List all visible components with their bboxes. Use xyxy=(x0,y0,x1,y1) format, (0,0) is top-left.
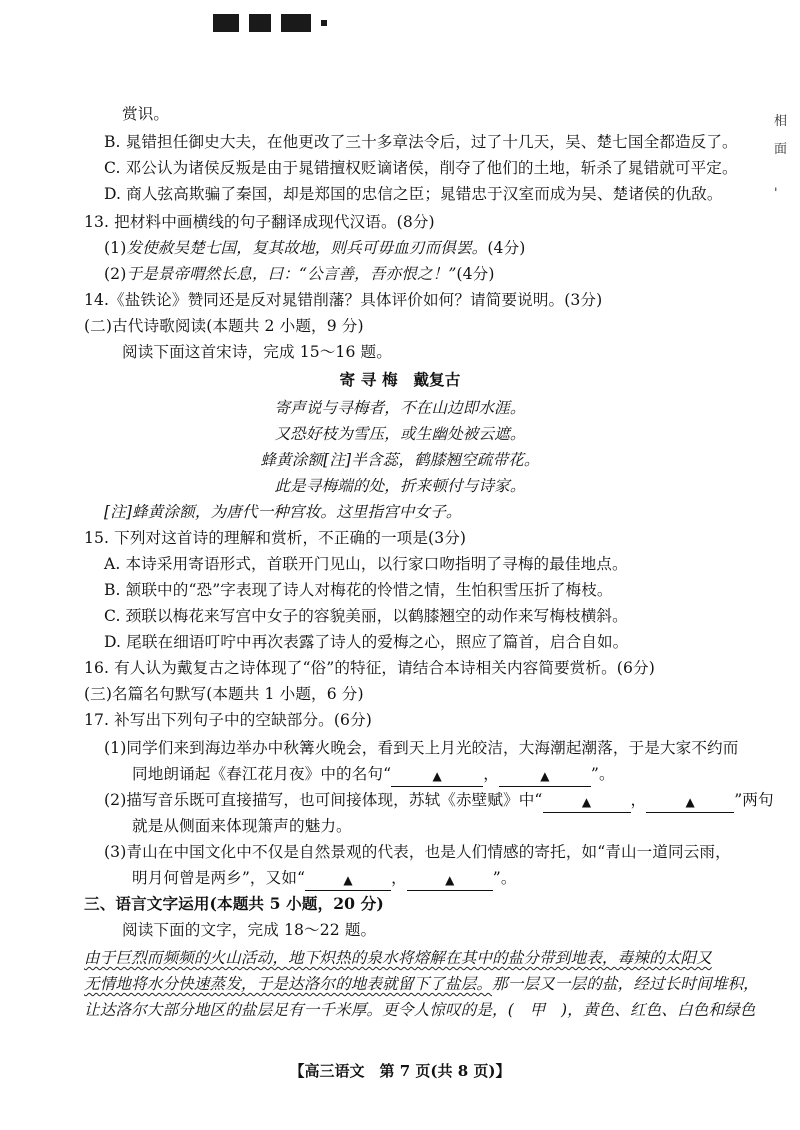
edge-mark: 相 xyxy=(774,114,788,129)
poem-line: 此是寻梅端的处，折来顿付与诗家。 xyxy=(274,477,526,495)
q17-p1-line1: (1)同学们来到海边举办中秋篝火晚会，看到天上月光皎洁，大海潮起潮落，于是大家不约而 xyxy=(104,739,739,757)
q12-option-b: B. 晁错担任御史大夫，在他更改了三十多章法令后，过了十几天，吴、楚七国全都造反了。 xyxy=(104,133,738,151)
passage-line xyxy=(84,948,712,968)
answer-blank[interactable] xyxy=(407,870,493,891)
poem-line: 寄声说与寻梅者，不在山边即水涯。 xyxy=(274,399,526,417)
q16-stem: 16. 有人认为戴复古之诗体现了“俗”的特征，请结合本诗相关内容简要赏析。(6分) xyxy=(84,659,655,677)
blank-mark-icon: ▲ xyxy=(540,769,550,783)
wavy-underlined-text: 无情地将水分快速蒸发，于是达洛尔的地表就留下了盐层。 xyxy=(84,975,493,993)
q13-s2-label: (2) xyxy=(104,265,127,283)
q17-p1-end: ”。 xyxy=(590,765,615,783)
q14-stem: 14.《盐铁论》赞同还是反对晁错削藩？具体评价如何？请简要说明。(3分) xyxy=(84,291,603,309)
q17-p2-line2: 就是从侧面来体现箫声的魅力。 xyxy=(132,817,352,835)
poem-note: [注]蜂黄涂额，为唐代一种宫妆。这里指宫中女子。 xyxy=(104,503,462,521)
q17-p3-end: ”。 xyxy=(492,869,517,887)
blank-mark-icon: ▲ xyxy=(445,873,455,887)
blank-mark-icon: ▲ xyxy=(343,873,353,887)
q15-option-b: B. 颔联中的“恐”字表现了诗人对梅花的怜惜之情，生怕积雪压折了梅枝。 xyxy=(104,581,613,599)
q13-s1-text: 发使赦吴楚七国，复其故地，则兵可毋血刃而俱罢。 xyxy=(126,239,488,257)
q17-p2-sep: ， xyxy=(630,791,647,809)
q17-p1-sep: ， xyxy=(483,765,499,783)
section-3-heading: (三)名篇名句默写(本题共 1 小题，6 分) xyxy=(84,685,364,703)
part-3-heading: 三、语言文字运用(本题共 5 小题，20 分) xyxy=(84,894,384,913)
page-footer: 【高三语文 第 7 页(共 8 页)】 xyxy=(289,1062,511,1080)
q12-option-d: D. 商人弦高欺骗了秦国，却是郑国的忠信之臣；晁错忠于汉室而成为吴、楚诸侯的仇敌。 xyxy=(104,185,723,203)
q17-p2-text: (2)描写音乐既可直接描写，也可间接体现，苏轼《赤壁赋》中“ xyxy=(104,791,543,809)
q17-stem: 17. 补写出下列句子中的空缺部分。(6分) xyxy=(84,711,372,729)
q17-p3-text: 明月何曾是两乡”，又如“ xyxy=(132,869,306,887)
q15-option-d: D. 尾联在细语叮咛中再次表露了诗人的爱梅之心，照应了篇首，启合自如。 xyxy=(104,633,629,651)
section-2-intro: 阅读下面这首宋诗，完成 15～16 题。 xyxy=(122,343,392,361)
q17-p2-line1 xyxy=(104,790,774,813)
section-2-heading: (二)古代诗歌阅读(本题共 2 小题，9 分) xyxy=(84,317,364,335)
q17-p3-sep: ， xyxy=(391,869,407,887)
poem-title: 寄 寻 梅 戴复古 xyxy=(339,370,461,389)
q15-stem: 15. 下列对这首诗的理解和赏析，不正确的一项是(3分) xyxy=(84,529,467,547)
answer-blank[interactable] xyxy=(391,766,483,787)
q13-sentence-2 xyxy=(104,264,495,284)
poem-line: 又恐好枝为雪压，或生幽处被云遮。 xyxy=(274,425,526,443)
q15-option-a: A. 本诗采用寄语形式，首联开门见山，以行家口吻指明了寻梅的最佳地点。 xyxy=(104,555,628,573)
passage-line xyxy=(84,974,759,994)
q13-stem: 13. 把材料中画横线的句子翻译成现代汉语。(8分) xyxy=(84,213,435,231)
q13-s2-text: 于是景帝喟然长息，曰：“公言善，吾亦恨之！” xyxy=(126,265,457,283)
wavy-underlined-text: 由于巨烈而频频的火山活动，地下炽热的泉水将熔解在其中的盐分带到地表，毒辣的太阳又 xyxy=(84,949,712,967)
q17-p3-line2 xyxy=(132,868,517,891)
q13-s1-score: (4分) xyxy=(487,239,526,257)
q13-s2-score: (4分) xyxy=(456,265,495,283)
blank-mark-icon: ▲ xyxy=(432,769,442,783)
q17-p3-line1: (3)青山在中国文化中不仅是自然景观的代表，也是人们情感的寄托，如“青山一道同云雨， xyxy=(104,843,731,861)
passage-line: 让达洛尔大部分地区的盐层足有一千米厚。更令人惊叹的是，( 甲 )，黄色、红色、白色和绿色 xyxy=(84,1001,756,1019)
q17-p1-line2 xyxy=(132,764,615,787)
q12-option-c: C. 邓公认为诸侯反叛是由于晁错擅权贬谪诸侯，削夺了他们的土地，斩杀了晁错就可平定。 xyxy=(104,159,738,177)
q17-p1-text: 同地朗诵起《春江花月夜》中的名句“ xyxy=(132,765,392,783)
edge-mark: 面 xyxy=(774,142,788,157)
q13-s1-label: (1) xyxy=(104,239,127,257)
q12-tail: 赏识。 xyxy=(122,105,170,123)
blank-mark-icon: ▲ xyxy=(581,795,592,809)
part-3-intro: 阅读下面的文字，完成 18～22 题。 xyxy=(122,921,377,939)
answer-blank[interactable] xyxy=(646,792,734,813)
q17-p2-end: ”两句 xyxy=(734,791,774,809)
answer-blank[interactable] xyxy=(305,870,391,891)
q13-sentence-1 xyxy=(104,238,525,258)
q15-option-c: C. 颈联以梅花来写宫中女子的容貌美丽，以鹤膝翘空的动作来写梅枝横斜。 xyxy=(104,607,628,625)
answer-blank[interactable] xyxy=(499,766,591,787)
edge-mark: ' xyxy=(774,186,778,201)
passage-text: 那一层又一层的盐，经过长时间堆积， xyxy=(492,975,759,993)
blank-mark-icon: ▲ xyxy=(685,795,695,809)
answer-blank[interactable] xyxy=(543,792,631,813)
poem-line: 蜂黄涂额[注]半含蕊，鹤膝翘空疏带花。 xyxy=(260,451,540,469)
